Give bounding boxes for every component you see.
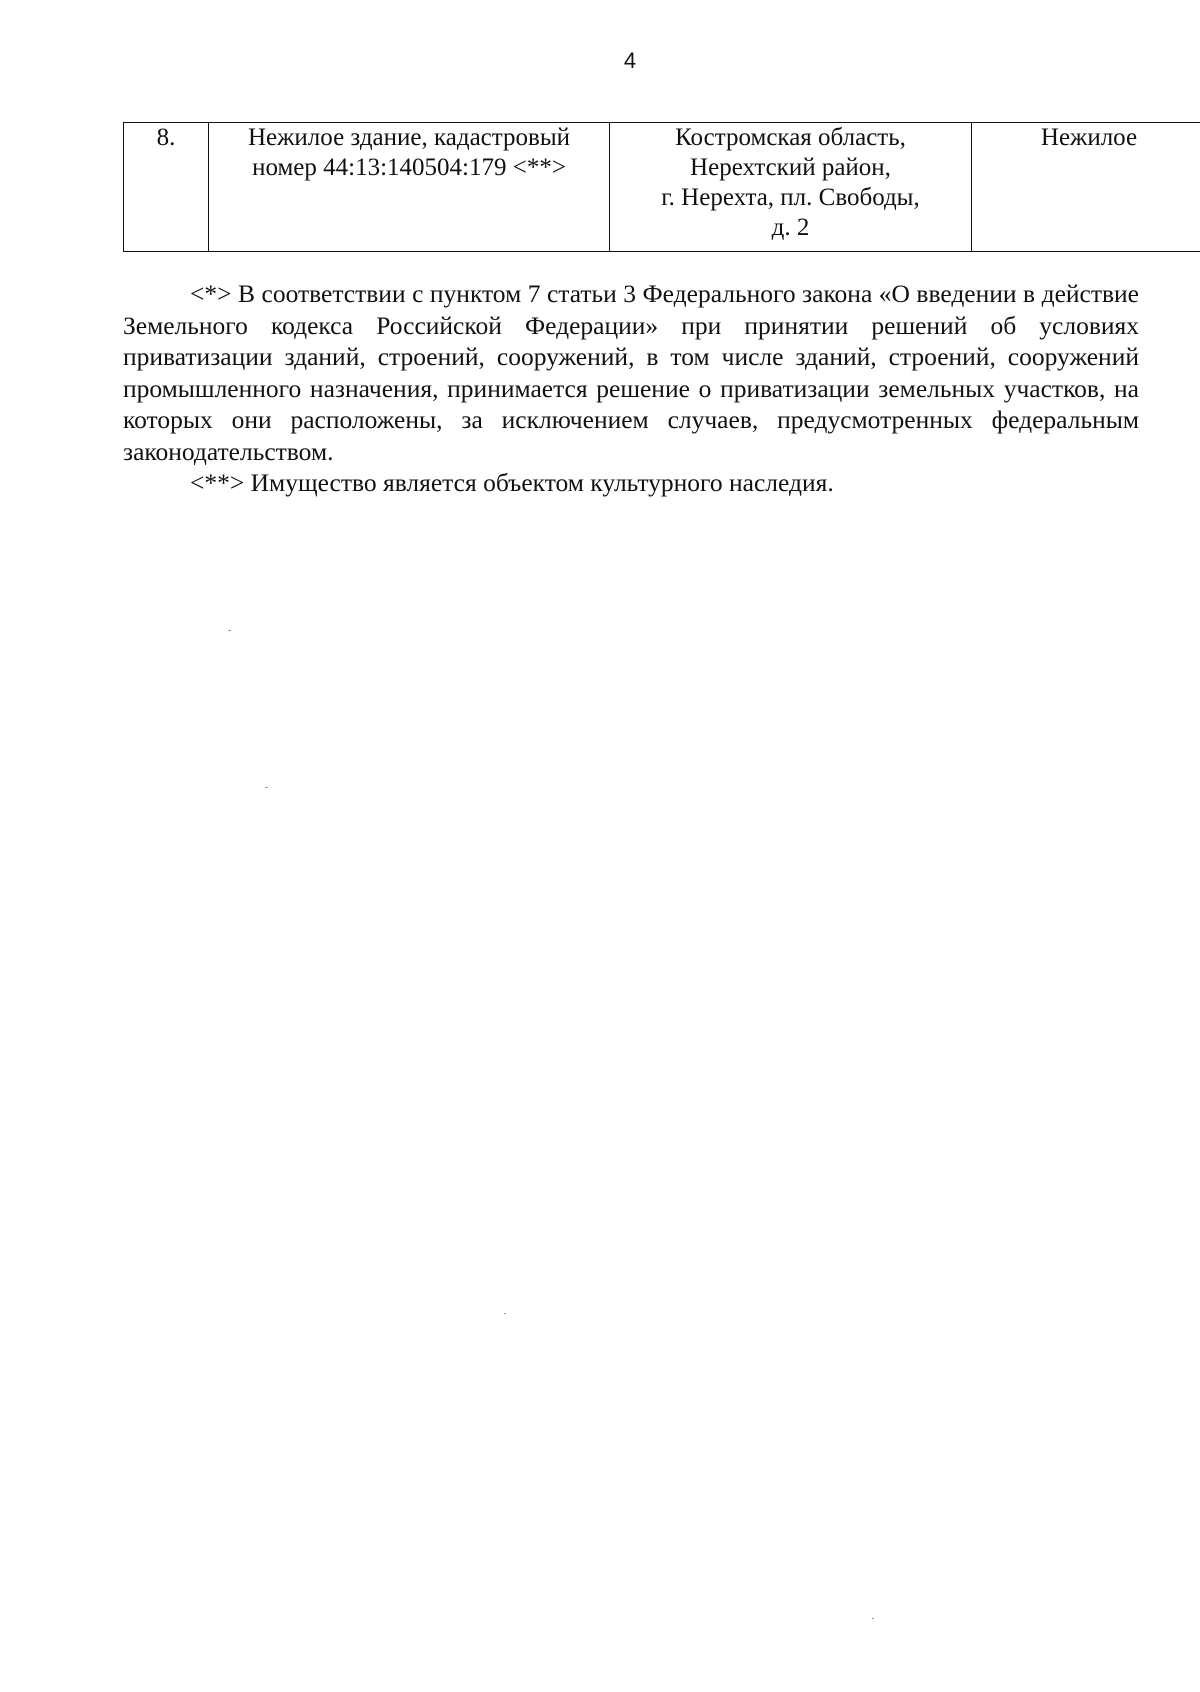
address-line: г. Нерехта, пл. Свободы, — [661, 184, 920, 211]
scan-speck — [228, 630, 231, 631]
scan-speck — [872, 1618, 874, 1619]
scan-speck — [504, 1313, 506, 1314]
address-line: Нерехтский район, — [690, 154, 891, 181]
row-number-cell: 8. — [124, 123, 209, 252]
property-name-line: Нежилое здание, кадастровый — [247, 124, 570, 151]
property-name-cell — [209, 123, 610, 252]
footnote-double-asterisk: <**> Имущество является объектом культурного наследия. — [190, 468, 834, 497]
property-purpose-cell: Нежилое — [972, 123, 1200, 252]
address-line: д. 2 — [771, 214, 810, 241]
property-table — [123, 122, 1200, 252]
page-number: 4 — [623, 48, 637, 73]
footnote-single-asterisk: <*> В соответствии с пунктом 7 статьи 3 Федерального закона «О введении в действие Земельного кодекса Российской Федерации» при принятии решений об условиях приватизации зданий, строений, сооружений, в том числе зданий, строений, сооружений промышленного назначения, принимается решение о приватизации земельных участков, на которых они расположены, за исключением случаев, предусмотренных федеральным законодательством. — [123, 279, 1139, 466]
table-row — [124, 123, 1200, 252]
address-line: Костромская область, — [675, 124, 906, 151]
scan-speck — [265, 787, 268, 788]
property-name-line: номер 44:13:140504:179 <**> — [252, 154, 566, 181]
property-address-cell — [610, 123, 972, 252]
footnotes — [123, 278, 1139, 499]
